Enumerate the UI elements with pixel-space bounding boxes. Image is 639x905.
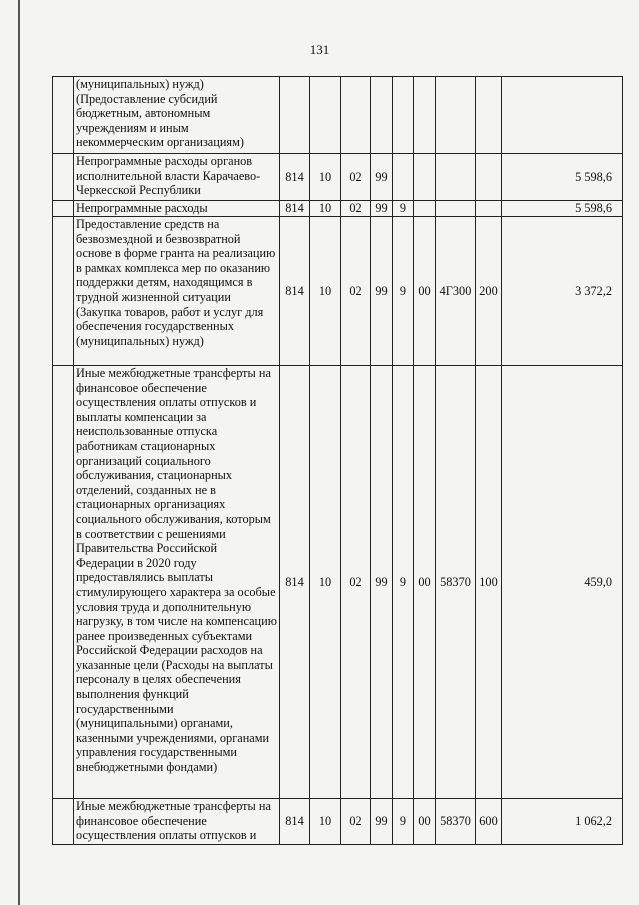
description-cell: Иные межбюджетные трансферты на финансовое обеспечение осуществления оплаты отпусков и	[74, 799, 280, 845]
subprogram-cell: 9	[393, 799, 414, 845]
amount-cell: 5 598,6	[502, 154, 623, 201]
section-cell: 10	[310, 217, 341, 366]
admin-code-cell: 814	[280, 217, 310, 366]
subsection-cell: 02	[341, 154, 371, 201]
direction-cell: 4Г300	[436, 217, 476, 366]
description-cell: Непрограммные расходы	[74, 201, 280, 217]
subsection-cell: 02	[341, 799, 371, 845]
section-cell	[310, 77, 341, 154]
subsection-cell	[341, 77, 371, 154]
expense-type-cell	[476, 201, 502, 217]
amount-cell	[502, 77, 623, 154]
admin-code-cell: 814	[280, 201, 310, 217]
section-cell: 10	[310, 799, 341, 845]
expense-type-cell: 100	[476, 366, 502, 799]
program-cell: 99	[371, 799, 393, 845]
amount-cell: 3 372,2	[502, 217, 623, 366]
program-cell: 99	[371, 366, 393, 799]
event-cell	[414, 154, 436, 201]
section-cell: 10	[310, 366, 341, 799]
program-cell: 99	[371, 217, 393, 366]
subprogram-cell: 9	[393, 201, 414, 217]
table-row	[53, 77, 623, 154]
section-cell: 10	[310, 201, 341, 217]
expense-type-cell: 200	[476, 217, 502, 366]
program-cell: 99	[371, 201, 393, 217]
subprogram-cell	[393, 154, 414, 201]
expense-type-cell: 600	[476, 799, 502, 845]
admin-code-cell: 814	[280, 154, 310, 201]
subsection-cell: 02	[341, 217, 371, 366]
subsection-cell: 02	[341, 201, 371, 217]
subprogram-cell: 9	[393, 366, 414, 799]
event-cell: 00	[414, 366, 436, 799]
event-cell	[414, 77, 436, 154]
direction-cell	[436, 201, 476, 217]
event-cell	[414, 201, 436, 217]
event-cell: 00	[414, 217, 436, 366]
table-row	[53, 217, 623, 366]
description-cell: Предоставление средств на безвозмездной и безвозвратной основе в форме гранта на реализацию в рамках комплекса мер по оказанию поддержки детям, находящимся в трудной жизненной ситуации (Закупка товаров, работ и услуг для обеспечения государственных (муниципальных) нужд)	[74, 217, 280, 366]
amount-cell: 5 598,6	[502, 201, 623, 217]
row-index-cell	[53, 217, 74, 366]
row-index-cell	[53, 366, 74, 799]
direction-cell	[436, 154, 476, 201]
admin-code-cell: 814	[280, 366, 310, 799]
event-cell: 00	[414, 799, 436, 845]
direction-cell	[436, 77, 476, 154]
page-binding-edge	[18, 0, 20, 905]
row-index-cell	[53, 799, 74, 845]
table-row	[53, 154, 623, 201]
table-row	[53, 799, 623, 845]
budget-table	[52, 76, 623, 845]
subprogram-cell	[393, 77, 414, 154]
expense-type-cell	[476, 154, 502, 201]
page-number: 131	[309, 42, 330, 57]
description-cell: (муниципальных) нужд) (Предоставление субсидий бюджетным, автономным учреждениям и иным некоммерческим организациям)	[74, 77, 280, 154]
description-cell: Иные межбюджетные трансферты на финансовое обеспечение осуществления оплаты отпусков и выплаты компенсации за неиспользованные отпуска работникам стационарных организаций социального обслуживания, стационарных отделений, созданных не в стационарных организациях социального обслуживания, которым в соответствии с решениями Правительства Российской Федерации в 2020 году предоставлялись выплаты стимулирующего характера за особые условия труда и дополнительную нагрузку, в том числе на компенсацию ранее произведенных субъектами Российской Федерации расходов на указанные цели (Расходы на выплаты персоналу в целях обеспечения выполнения функций государственными (муниципальными) органами, казенными учреждениями, органами управления государственными внебюджетными фондами)	[74, 366, 280, 799]
row-index-cell	[53, 201, 74, 217]
direction-cell: 58370	[436, 366, 476, 799]
subprogram-cell: 9	[393, 217, 414, 366]
admin-code-cell	[280, 77, 310, 154]
subsection-cell: 02	[341, 366, 371, 799]
program-cell: 99	[371, 154, 393, 201]
expense-type-cell	[476, 77, 502, 154]
amount-cell: 459,0	[502, 366, 623, 799]
description-cell: Непрограммные расходы органов исполнительной власти Карачаево-Черкесской Республики	[74, 154, 280, 201]
section-cell: 10	[310, 154, 341, 201]
amount-cell: 1 062,2	[502, 799, 623, 845]
admin-code-cell: 814	[280, 799, 310, 845]
program-cell	[371, 77, 393, 154]
direction-cell: 58370	[436, 799, 476, 845]
table-row	[53, 201, 623, 217]
table-row	[53, 366, 623, 799]
row-index-cell	[53, 154, 74, 201]
row-index-cell	[53, 77, 74, 154]
